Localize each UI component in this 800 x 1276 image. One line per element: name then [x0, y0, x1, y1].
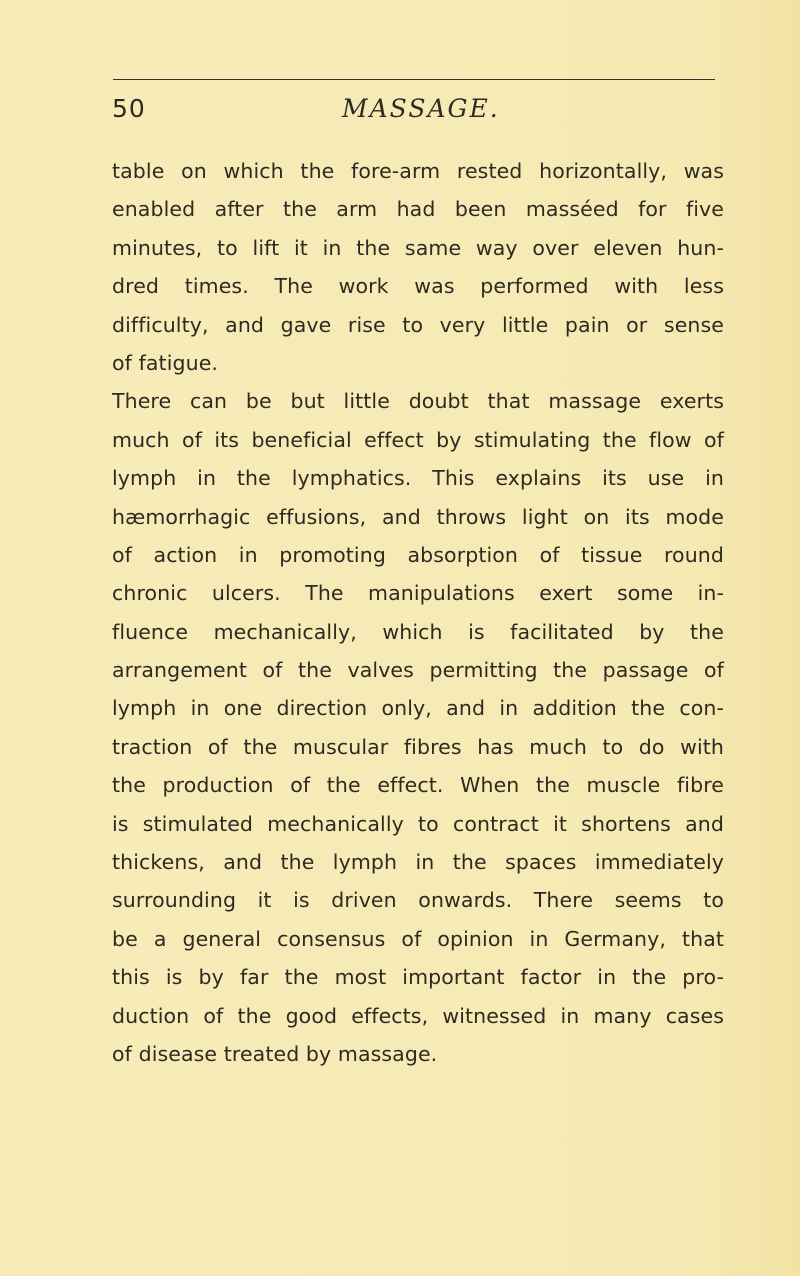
running-head: MASSAGE.	[342, 94, 500, 123]
text-line: arrangement of the valves permitting the passage of	[112, 658, 724, 683]
text-line: enabled after the arm had been masséed for five	[112, 197, 724, 222]
text-line: fluence mechanically, which is facilitated by the	[112, 619, 724, 644]
text-line: lymph in the lymphatics. This explains its use in	[112, 466, 724, 491]
text-line: of action in promoting absorption of tissue round	[112, 542, 724, 567]
text-line: much of its beneficial effect by stimulating the flow of	[112, 427, 724, 452]
text-line: dred times. The work was performed with less	[112, 274, 724, 299]
text-line: the production of the effect. When the muscle fibre	[112, 773, 724, 798]
text-line: chronic ulcers. The manipulations exert some in-	[112, 581, 724, 606]
text-line: duction of the good effects, witnessed in many cases	[112, 1003, 724, 1028]
text-line: minutes, to lift it in the same way over eleven hun-	[112, 235, 724, 260]
text-line: lymph in one direction only, and in addition the con-	[112, 696, 724, 721]
text-line: thickens, and the lymph in the spaces immediately	[112, 850, 724, 875]
text-line: of disease treated by massage.	[112, 1041, 438, 1066]
text-line: traction of the muscular fibres has much to do with	[112, 734, 724, 759]
text-line: surrounding it is driven onwards. There seems to	[112, 888, 724, 913]
page-number: 50	[112, 94, 146, 123]
body-text	[112, 152, 724, 1073]
text-line: of fatigue.	[112, 350, 219, 375]
page-header	[112, 94, 722, 130]
text-line: There can be but little doubt that massage exerts	[112, 389, 724, 414]
header-rule	[113, 79, 715, 80]
text-line: is stimulated mechanically to contract it shortens and	[112, 811, 724, 836]
text-line: this is by far the most important factor in the pro-	[112, 965, 724, 990]
text-line: table on which the fore-arm rested horizontally, was	[112, 159, 724, 183]
text-line: hæmorrhagic effusions, and throws light on its mode	[112, 504, 724, 529]
text-line: be a general consensus of opinion in Germany, that	[112, 926, 724, 951]
text-line: difficulty, and gave rise to very little pain or sense	[112, 312, 724, 337]
